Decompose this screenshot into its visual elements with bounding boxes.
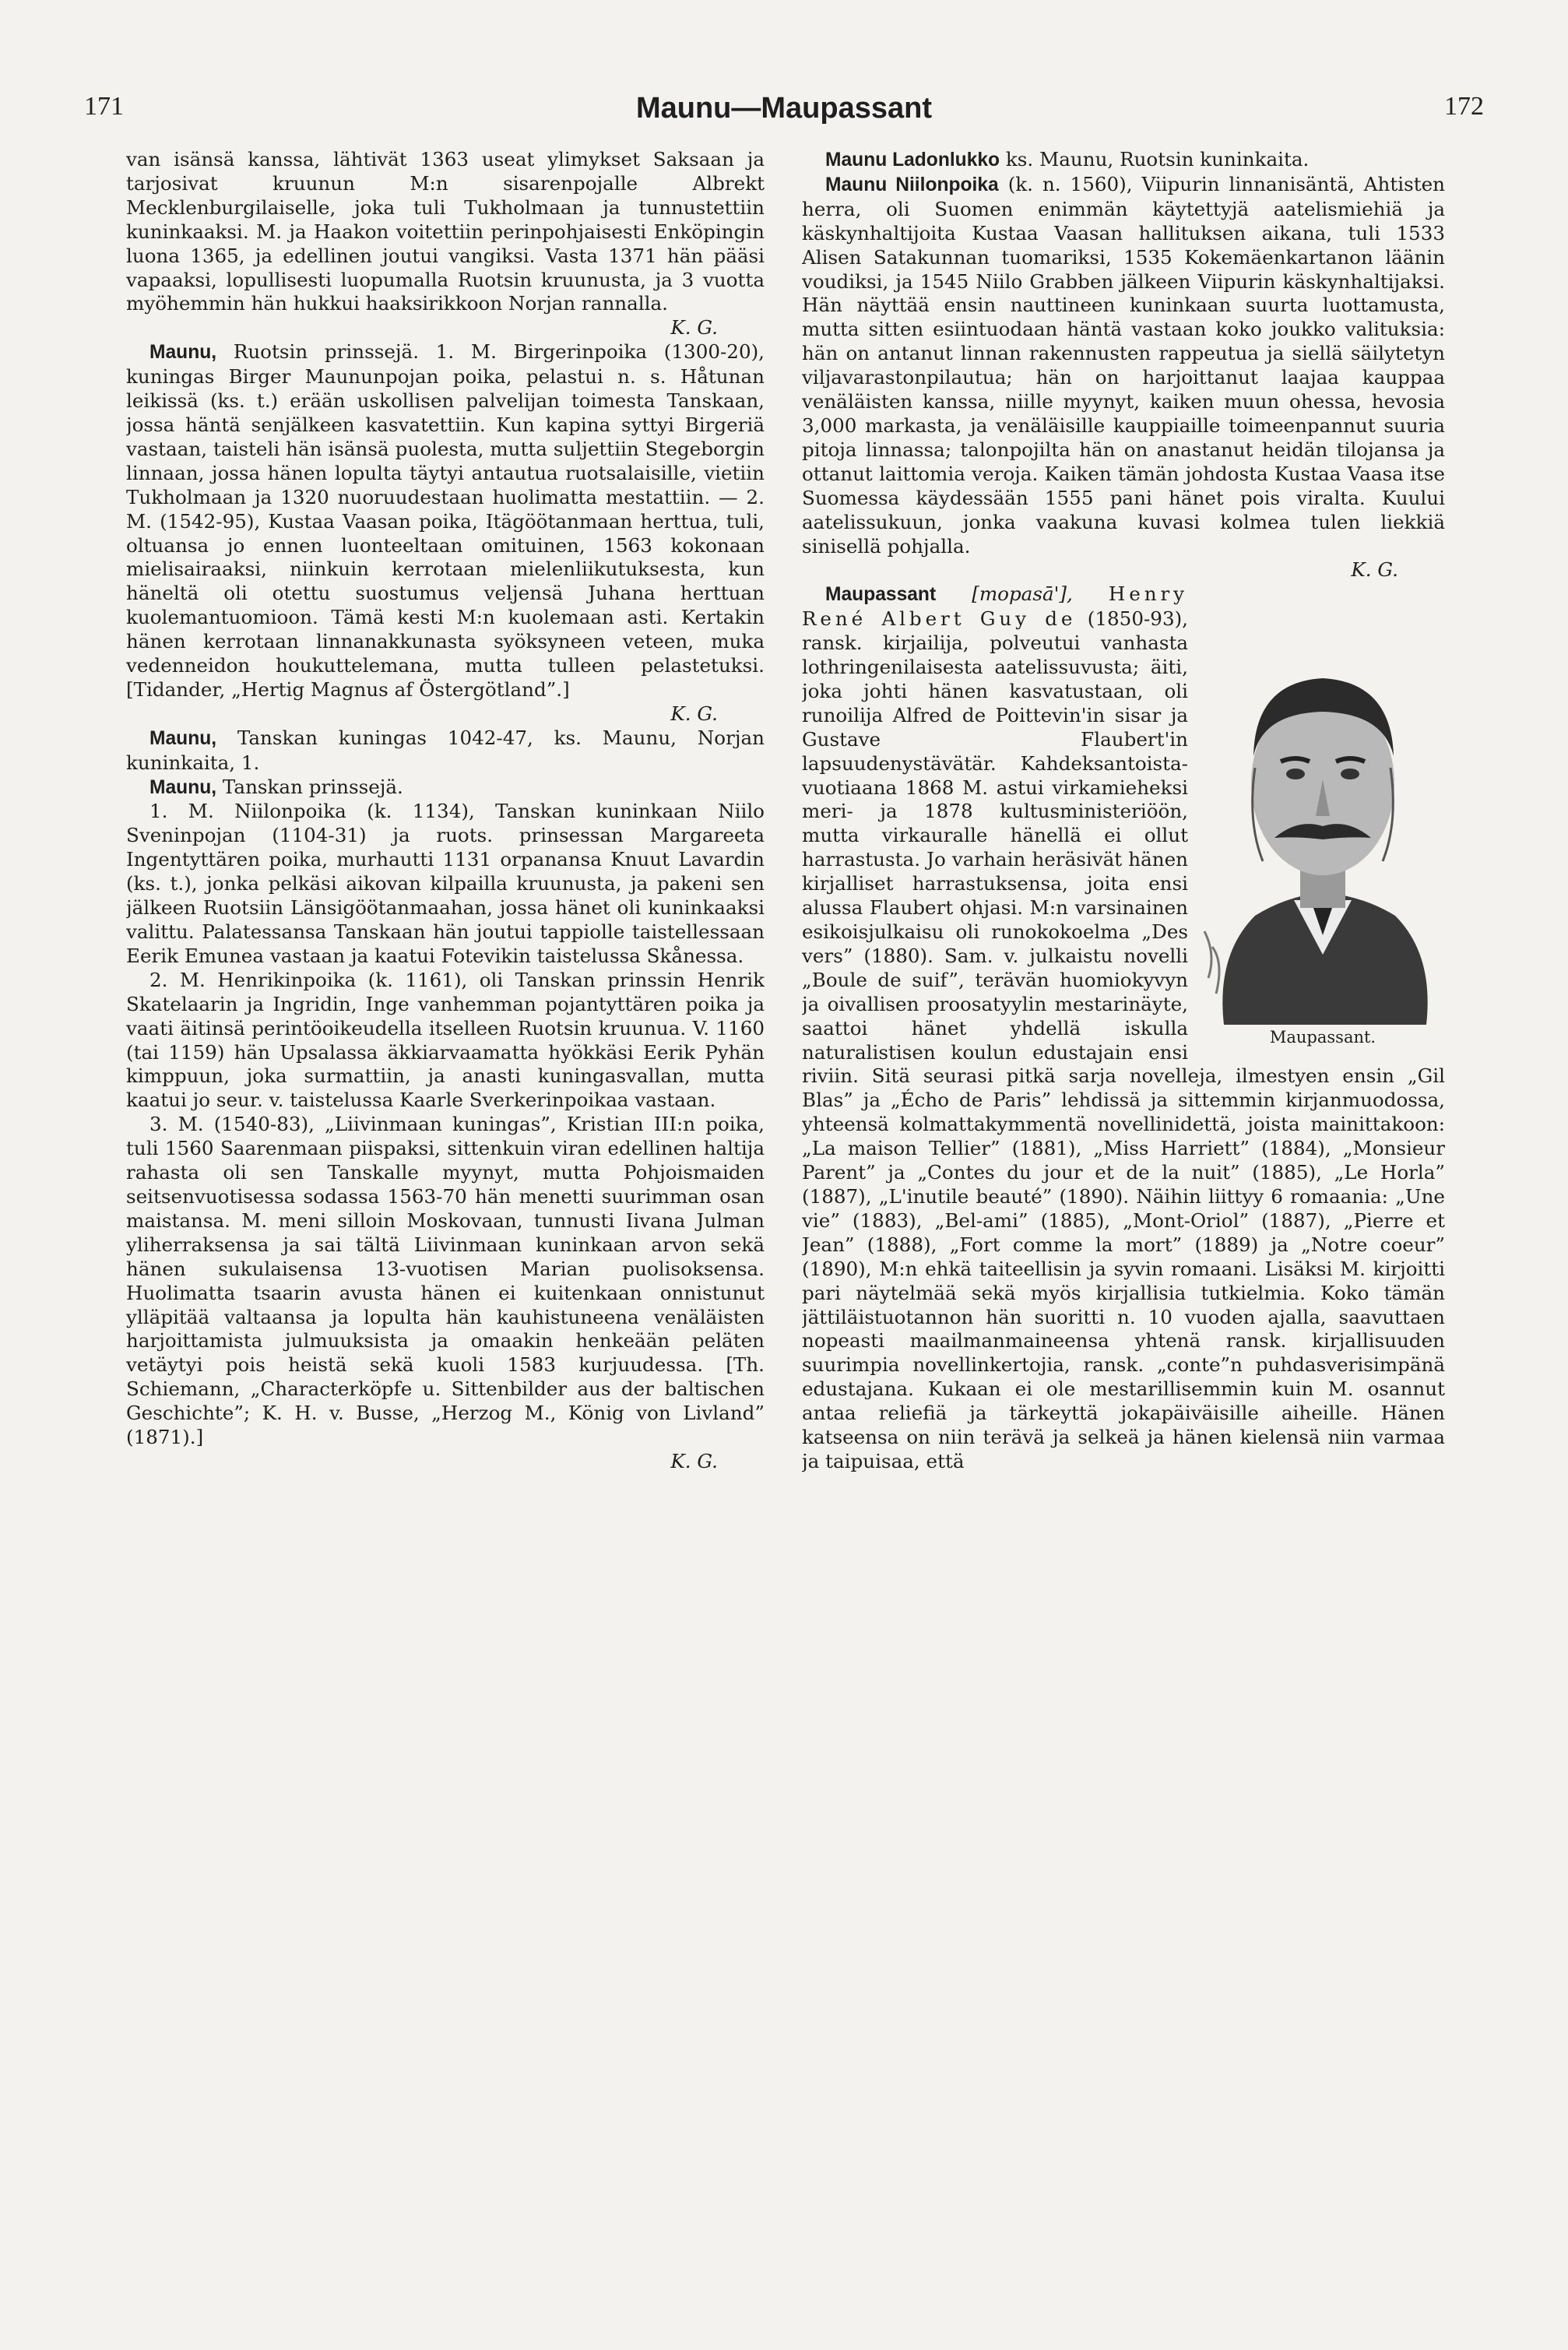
page-number-left: 171: [84, 92, 124, 121]
entry-maunu-niilonpoika: Maunu Niilonpoika (k. n. 1560), Viipurin linnanisäntä, Ahtisten herra, oli Suomen enimmän käytettyjä aatelismiehiä ja käskynhaltijoita Kustaa Vaasan hallituksen aikana, tuli 1533 Alisen Satakunnan tuomariksi, 1535 Kokemäenkartanon läänin voudiksi, ja 1545 Niilo Grabben jälkeen Viipurin käskynhaltijaksi. Hän näyttää ensin nauttineen kuninkaan suurta luottamusta, mutta sitten esiintuodaan häntä vastaan koko joukko valituksia: hän on antanut linnan rakennusten rappeutua ja siellä säilytetyn viljavarastonpilautua; hän on harjoittanut laajaa kauppaa venäläisten kanssa, niille myynyt, kaiken muun ohessa, hevosia 3,000 markasta, ja venäläisille kauppiaille toimeenpannut suuria pitoja linnassa; talonpojilta hän on anastanut heidän tilojansa ja ottanut laittomia veroja. Kaiken tämän johdosta Kustaa Vaasa itse Suomessa käydessään 1555 pani hänet pois viralta. Kuului aatelissukuun, jonka vaakuna kuvasi kolmea tulen liekkiä sinisellä pohjalla. K. G.: [802, 172, 1445, 582]
entry-maunu-tanskan-kuningas: Maunu, Tanskan kuningas 1042-47, ks. Maunu, Norjan kuninkaita, 1.: [126, 726, 765, 774]
signature: K. G.: [670, 702, 718, 725]
headword: Maunu,: [149, 727, 217, 749]
headword: Maunu,: [149, 342, 217, 364]
headword: Maunu Ladonlukko: [825, 150, 1000, 171]
headword: Maupassant: [825, 584, 937, 606]
signature: K. G.: [670, 316, 718, 339]
subentry-2: 2. M. Henrikinpoika (k. 1161), oli Tanskan prinssin Henrik Skatelaarin ja Ingridin, Inge vanhemman pojantyttären poika ja vaati äitinsä perintöoikeudella itselleen Ruotsin kruunua. V. 1160 (tai 1159) hän Upsalassa äkkiarvaamatta hyökkäsi Eerik Pyhän kimppuun, joka surmattiin, ja anasti kuningasvallan, mutta kaatui jo seur. v. taistelussa Kaarle Sverkerinpoikaa vastaan.: [126, 968, 765, 1112]
right-column: [802, 148, 1445, 2320]
left-column: [126, 148, 765, 2320]
subentry-1: 1. M. Niilonpoika (k. 1134), Tanskan kuninkaan Niilo Sveninpojan (1104-31) ja ruots. prinsessan Margareeta Ingentyttären poika, murhautti 1131 orpanansa Knuut Lavardin (ks. t.), jonka pelkäsi aikovan kilpailla kruunusta, ja pakeni sen jälkeen Ruotsiin Länsigöötanmaahan, jossa hänet oli kuninkaaksi valittu. Palatessansa Tanskaan hän joutui tappiolle taistellessaan Eerik Emunea vastaan ja kaatui Fotevikin taistelussa Skånessa.: [126, 800, 765, 967]
entry-continuation: van isänsä kanssa, lähtivät 1363 useat ylimykset Saksaan ja tarjosivat kruunun M:n sisarenpojalle Albrekt Mecklenburgilaiselle, joka tuli Tukholmaan ja tunnustettiin kuninkaaksi. M. ja Haakon voitettiin perinpohjaisesti Enköpingin luona 1365, ja edellinen joutui vangiksi. Vasta 1371 hän pääsi vapaaksi, lopullisesti luopumalla Ruotsin kruunusta, ja 3 vuotta myöhemmin hän hukkui haaksirikkoon Norjan rannalla. K. G.: [126, 148, 765, 339]
portrait-figure: [1201, 589, 1445, 1049]
entry-maunu-ruotsin-prinssit: Maunu, Ruotsin prinssejä. 1. M. Birgerinpoika (1300-20), kuningas Birger Maununpojan poika, pelastui n. s. Håtunan leikissä (ks. t.) erään uskollisen palvelijan toimesta Tanskaan, jossa häntä senjälkeen kasvatettiin. Kun kapina syttyi Birgeriä vastaan, taisteli hän isänsä puolesta, mutta suljettiin Stegeborgin linnaan, jossa hänen lopulta täytyi antautua ruotsalaisille, vietiin Tukholmaan ja 1320 nuoruudestaan huolimatta mestattiin. — 2. M. (1542-95), Kustaa Vaasan poika, Itägöötanmaan herttua, tuli, oltuansa jo ennen luonteeltaan omituinen, 1563 kokonaan mielisairaaksi, niinkuin kerrotaan mielenliikutuksesta, kun häneltä oli otettu suostumus veljensä Juhana herttuan kuolemantuomioon. Tämä kesti M:n kuolemaan asti. Kertakin hänen kerrotaan linnanakkunasta syöksyneen veteen, muka vedenneidon houkuttelemana, mutta tulleen pelastetuksi. [Tidander, „Hertig Magnus af Östergötland”.] K. G.: [126, 340, 765, 725]
headword: Maunu Niilonpoika: [825, 174, 999, 195]
entry-maunu-ladonlukko: Maunu Ladonlukko ks. Maunu, Ruotsin kuninkaita.: [825, 148, 1310, 171]
portrait-caption: Maupassant.: [1269, 1028, 1376, 1047]
entry-maunu-tanskan-prinssit: Maunu, Tanskan prinssejä.: [149, 775, 403, 798]
page-header: [0, 92, 1568, 139]
subentry-3: 3. M. (1540-83), „Liivinmaan kuningas”, Kristian III:n poika, tuli 1560 Saarenmaan piispaksi, sittenkuin viran edellinen haltija rahasta oli sen Tanskalle myynyt, mutta Pohjoismaiden seitsenvuotisessa sodassa 1563-70 hän menetti suurimman osan maistansa. M. meni silloin Moskovaan, tunnusti Iivana Julman yliherraksensa ja sai tältä Liivinmaan kuninkaan arvon sekä hänen sukulaisensa 13-vuotisen Marian puolisoksensa. Huolimatta tsaarin avusta hänen ei kuitenkaan onnistunut ylläpitää valtaansa ja lopulta hän kauhistuneena venäläisten harjoittamista julmuuksista ja omaakin henkeään peläten vetäytyi pois heistä sekä kuoli 1583 kurjuudessa. [Th. Schiemann, „Characterköpfe u. Sittenbilder aus der baltischen Geschichte”; K. H. v. Busse, „Herzog M., König von Livland” (1871).] K. G.: [126, 1113, 765, 1472]
running-title: Maunu—Maupassant: [635, 92, 933, 125]
signature: K. G.: [1351, 558, 1398, 582]
full-name: Henry René Albert Guy de: [802, 582, 1188, 631]
maupassant-portrait: [1201, 589, 1445, 1025]
pronunciation: [mopasā'],: [972, 582, 1073, 606]
headword: Maunu,: [149, 776, 217, 798]
signature: K. G.: [670, 1449, 718, 1472]
page-number-right: 172: [1444, 92, 1484, 121]
entry-maupassant: Maupassant. Maupassant [mopasā'], Henry René Albert Guy de (1850-93), ransk. kirjailija, polveutui vanhasta lothringenilaisesta aatelissuvusta; äiti, joka johti hänen kasvatustaan, oli runoilija Alfred de Poittevin'in sisar ja Gustave Flaubert'in lapsuudenystävätär. Kahdeksantoista-vuotiaana 1868 M. astui virkamieheksi meri- ja 1878 kultusministeriöön, mutta virkauralle hänellä ei ollut harrastusta. Jo varhain heräsivät hänen kirjalliset harrastuksensa, joita ensi alussa Flaubert ohjasi. M:n varsinainen esikoisjulkaisu oli runokokoelma „Des vers” (1880). Sam. v. julkaistu novelli „Boule de suif”, terävän huomiokyvyn ja oivallisen proosatyylin mestarinäyte, saattoi hänet yhdellä iskulla naturalistisen koulun edustajain ensi riviin. Sitä seurasi pitkä sarja novelleja, ilmestyen ensin „Gil Blas” ja „Écho de Paris” lehdissä ja sittemmin kirjanmuodossa, yhteensä kolmattakymmentä novellinidettä, joista mainittakoon: „La maison Tellier” (1881), „Miss Harriett” (1884), „Monsieur Parent” ja „Contes du jour et de la nuit” (1885), „Le Horla” (1887), „L'inutile beauté” (1890). Näihin liittyy 6 romaania: „Une vie” (1883), „Bel-ami” (1885), „Mont-Oriol” (1887), „Pierre et Jean” (1888), „Fort comme la mort” (1889) ja „Notre coeur” (1890), M:n ehkä taiteellisin ja syvin romaani. Lisäksi M. kirjoitti pari näytelmää sekä myös kirjallisia tutkielmia. Koko tämän jättiläistuotannon hän suoritti n. 10 vuoden ajalla, saavuttaen nopeasti maailmanmaineensa yhtenä ransk. kirjallisuuden suurimpia novellinkertojia, ransk. „conte”n puhdasverisimpänä edustajana. Kukaan ei ole mestarillisemmin kuin M. osannut antaa reliefiä ja tärkeyttä jokapäiväisille aiheille. Hänen katseensa on niin terävä ja selkeä ja hänen kielensä niin varmaa ja taipuisaa, että: [802, 582, 1445, 1472]
